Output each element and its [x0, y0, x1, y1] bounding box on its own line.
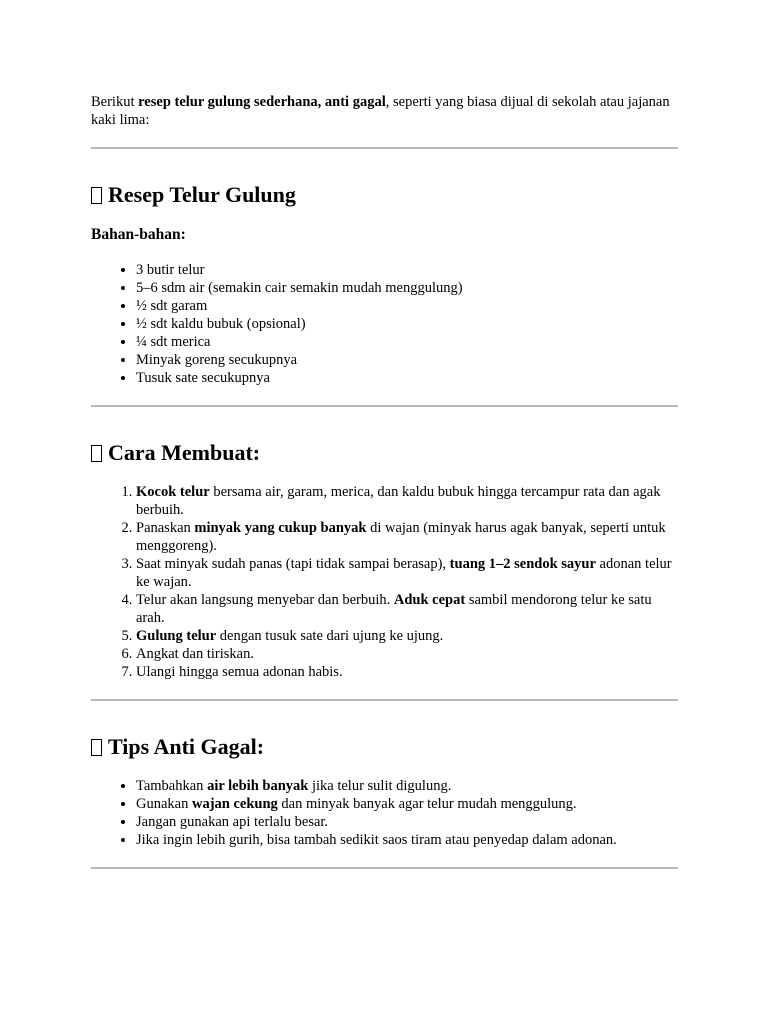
ingredients-list	[91, 261, 679, 387]
tip-item	[136, 813, 679, 831]
method-step	[136, 483, 679, 519]
method-steps-list	[91, 483, 679, 681]
ingredient-item: • ½ sdt kaldu bubuk (opsional)	[136, 315, 679, 333]
method-step	[136, 663, 679, 681]
tip-text: Jangan gunakan api terlalu besar.	[136, 814, 329, 830]
intro-bold: resep telur gulung sederhana, anti gagal	[138, 94, 386, 110]
method-heading	[91, 440, 679, 466]
ingredient-item: • 3 butir telur	[136, 261, 679, 279]
step-text: Angkat dan tiriskan.	[136, 646, 254, 662]
divider-2	[91, 405, 678, 407]
method-step	[136, 591, 679, 627]
step-text: Panaskan	[136, 520, 195, 536]
tip-item	[136, 777, 679, 795]
method-step	[136, 627, 679, 645]
step-text: di wajan (minyak harus agak banyak, seperti untuk menggoreng).	[136, 520, 666, 554]
document-page	[91, 93, 679, 869]
step-text: Telur akan langsung menyebar dan berbuih.	[136, 592, 394, 608]
step-text: dengan tusuk sate dari ujung ke ujung.	[216, 628, 444, 644]
tip-bold: air lebih banyak	[207, 778, 309, 794]
ingredient-item: • 5–6 sdm air (semakin cair semakin mudah menggulung)	[136, 279, 679, 297]
missing-glyph-icon	[91, 187, 102, 204]
tip-text: Jika ingin lebih gurih, bisa tambah sedikit saos tiram atau penyedap dalam adonan.	[136, 832, 617, 848]
tip-text: Tambahkan	[136, 778, 208, 794]
recipe-heading-text: Resep Telur Gulung	[108, 182, 296, 207]
ingredient-item: • ¼ sdt merica	[136, 333, 679, 351]
tip-bold: wajan cekung	[191, 796, 278, 812]
missing-glyph-icon	[91, 739, 102, 756]
step-bold: tuang 1–2 sendok sayur	[449, 556, 596, 572]
step-bold: minyak yang cukup banyak	[194, 520, 367, 536]
ingredient-item: • ½ sdt garam	[136, 297, 679, 315]
divider-1	[91, 147, 678, 149]
step-bold: Kocok telur	[136, 484, 210, 500]
method-step	[136, 555, 679, 591]
intro-paragraph	[91, 93, 679, 129]
tips-heading-text: Tips Anti Gagal:	[108, 734, 265, 759]
tips-heading	[91, 734, 679, 760]
ingredient-item: • Minyak goreng secukupnya	[136, 351, 679, 369]
step-text: bersama air, garam, merica, dan kaldu bubuk hingga tercampur rata dan agak berbuih.	[136, 484, 661, 518]
step-bold: Gulung telur	[136, 628, 217, 644]
tips-list	[91, 777, 679, 849]
tip-item	[136, 831, 679, 849]
tip-item	[136, 795, 679, 813]
ingredient-item: • Tusuk sate secukupnya	[136, 369, 679, 387]
intro-suffix: , seperti yang biasa dijual di sekolah atau jajanan kaki lima:	[91, 94, 670, 128]
step-text: Ulangi hingga semua adonan habis.	[136, 664, 343, 680]
method-step	[136, 519, 679, 555]
method-heading-text: Cara Membuat:	[108, 440, 261, 465]
ingredients-title: Bahan-bahan:	[91, 226, 186, 243]
step-text: adonan telur ke wajan.	[136, 556, 672, 590]
step-bold: Aduk cepat	[393, 592, 466, 608]
tip-text: jika telur sulit digulung.	[308, 778, 452, 794]
recipe-heading	[91, 182, 679, 208]
step-text: Saat minyak sudah panas (tapi tidak sampai berasap),	[136, 556, 450, 572]
intro-prefix: Berikut	[91, 94, 139, 110]
divider-3	[91, 699, 678, 701]
tip-text: dan minyak banyak agar telur mudah menggulung.	[277, 796, 577, 812]
method-step	[136, 645, 679, 663]
missing-glyph-icon	[91, 445, 102, 462]
tip-text: Gunakan	[136, 796, 192, 812]
divider-4	[91, 867, 678, 869]
step-text: sambil mendorong telur ke satu arah.	[136, 592, 652, 626]
